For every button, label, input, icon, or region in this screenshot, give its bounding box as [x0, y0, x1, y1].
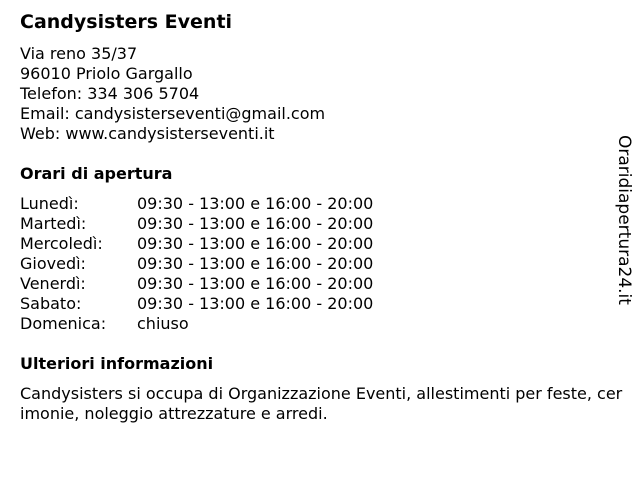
- day-label: Mercoledì:: [20, 234, 103, 253]
- hours-value: 09:30 - 13:00 e 16:00 - 20:00: [137, 214, 374, 233]
- address-street: Via reno 35/37: [20, 44, 138, 63]
- hours-value: 09:30 - 13:00 e 16:00 - 20:00: [137, 294, 374, 313]
- hours-value: chiuso: [137, 314, 189, 333]
- day-label: Sabato:: [20, 294, 82, 313]
- phone-line: Telefon: 334 306 5704: [20, 84, 200, 103]
- site-watermark: [613, 135, 635, 310]
- business-name: Candysisters Eventi: [20, 11, 233, 33]
- day-label: Venerdì:: [20, 274, 86, 293]
- opening-hours-table: [20, 194, 373, 334]
- hours-row-sunday: [20, 314, 373, 334]
- business-description: Candysisters si occupa di Organizzazione Eventi, allestimenti per feste, cerimonie, noleggio attrezzature e arredi.: [20, 384, 623, 423]
- more-info-heading: Ulteriori informazioni: [20, 354, 214, 373]
- day-label: Lunedì:: [20, 194, 79, 213]
- hours-row-thursday: [20, 254, 373, 274]
- contact-info: [20, 44, 325, 144]
- hours-row-friday: [20, 274, 373, 294]
- hours-row-monday: [20, 194, 373, 214]
- hours-row-tuesday: [20, 214, 373, 234]
- watermark-text: Oraridiapertura24.it: [614, 135, 634, 305]
- hours-row-saturday: [20, 294, 373, 314]
- address-city: 96010 Priolo Gargallo: [20, 64, 193, 83]
- hours-row-wednesday: [20, 234, 373, 254]
- hours-value: 09:30 - 13:00 e 16:00 - 20:00: [137, 194, 374, 213]
- hours-value: 09:30 - 13:00 e 16:00 - 20:00: [137, 234, 374, 253]
- opening-hours-heading: Orari di apertura: [20, 164, 173, 183]
- web-line: Web: www.candysisterseventi.it: [20, 124, 275, 143]
- hours-value: 09:30 - 13:00 e 16:00 - 20:00: [137, 254, 374, 273]
- day-label: Martedì:: [20, 214, 87, 233]
- email-line: Email: candysisterseventi@gmail.com: [20, 104, 326, 123]
- hours-value: 09:30 - 13:00 e 16:00 - 20:00: [137, 274, 374, 293]
- day-label: Giovedì:: [20, 254, 86, 273]
- day-label: Domenica:: [20, 314, 107, 333]
